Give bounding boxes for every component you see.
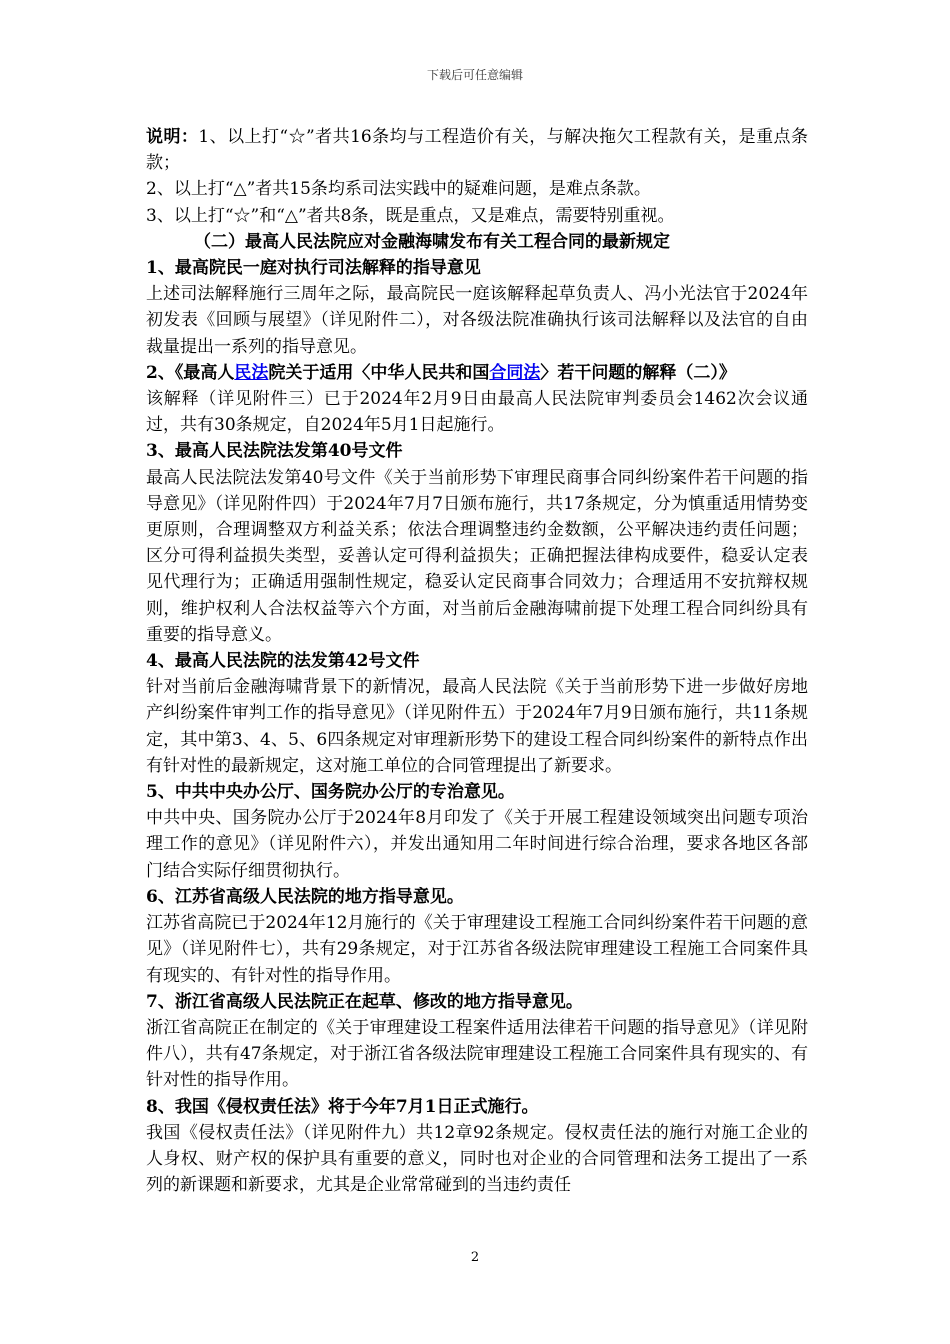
item-2-heading bbox=[146, 360, 808, 386]
page-number: 2 bbox=[470, 1250, 480, 1265]
item-5-heading: 5、中共中央办公厅、国务院办公厅的专治意见。 bbox=[146, 782, 515, 803]
item-6-body: 江苏省高院已于2024年12月施行的《关于审理建设工程施工合同纠纷案件若干问题的意见》（详见附件七），共有29条规定，对于江苏省各级法院审理建设工程施工合同案件具有现实的、有针对性的指导作用。 bbox=[146, 913, 808, 986]
item-2-heading-part-a: 2、《最高人 bbox=[146, 362, 235, 383]
item-4-heading: 4、最高人民法院的法发第42号文件 bbox=[146, 651, 420, 672]
item-6-heading: 6、江苏省高级人民法院的地方指导意见。 bbox=[146, 886, 464, 907]
item-7-heading: 7、浙江省高级人民法院正在起草、修改的地方指导意见。 bbox=[146, 991, 583, 1012]
note-line-3: 3、以上打“☆”和“△”者共8条，既是重点，又是难点，需要特别重视。 bbox=[146, 205, 675, 226]
item-5-body: 中共中央、国务院办公厅于2024年8月印发了《关于开展工程建设领域突出问题专项治理工作的意见》（详见附件六），并发出通知用二年时间进行综合治理，要求各地区各部门结合实际仔细贯彻执行。 bbox=[146, 808, 808, 881]
section-title: （二）最高人民法院应对金融海啸发布有关工程合同的最新规定 bbox=[194, 231, 670, 252]
document-body bbox=[146, 124, 808, 1198]
note-text-1: 1、以上打“☆”者共16条均与工程造价有关，与解决拖欠工程款有关，是重点条款； bbox=[146, 127, 809, 174]
note-line-1 bbox=[146, 124, 808, 176]
item-4-body: 针对当前后金融海啸背景下的新情况，最高人民法院《关于当前形势下进一步做好房地产纠纷案件审判工作的指导意见》（详见附件五）于2024年7月9日颁布施行，共11条规定，其中第3、4、5、6四条规定对审理新形势下的建设工程合同纠纷案件的新特点作出有针对性的最新规定，这对施工单位的合同管理提出了新要求。 bbox=[146, 677, 808, 776]
item-3-heading: 3、最高人民法院法发第40号文件 bbox=[146, 441, 403, 462]
item-2-heading-part-b: 院关于适用〈中华人民共和国 bbox=[268, 362, 490, 383]
item-2-body: 该解释（详见附件三）已于2024年2月9日由最高人民法院审判委员会1462次会议通过，共有30条规定，自2024年5月1日起施行。 bbox=[146, 389, 808, 436]
item-8-body: 我国《侵权责任法》（详见附件九）共12章92条规定。侵权责任法的施行对施工企业的人身权、财产权的保护具有重要的意义，同时也对企业的合同管理和法务工提出了一系列的新课题和新要求，尤其是企业常常碰到的当违约责任 bbox=[146, 1122, 808, 1196]
item-8-heading: 8、我国《侵权责任法》将于今年7月1日正式施行。 bbox=[146, 1096, 539, 1117]
link-minfa[interactable]: 民法 bbox=[234, 362, 269, 383]
link-hetongfa[interactable]: 合同法 bbox=[489, 362, 541, 383]
item-1-heading: 1、最高院民一庭对执行司法解释的指导意见 bbox=[146, 258, 481, 279]
page-header: 下载后可任意编辑 bbox=[426, 68, 523, 82]
item-1-body: 上述司法解释施行三周年之际，最高院民一庭该解释起草负责人、冯小光法官于2024年初发表《回顾与展望》（详见附件二），对各级法院准确执行该司法解释以及法官的自由裁量提出一系列的指导意见。 bbox=[146, 284, 808, 357]
item-7-body: 浙江省高院正在制定的《关于审理建设工程案件适用法律若干问题的指导意见》（详见附件八），共有47条规定，对于浙江省各级法院审理建设工程施工合同案件具有现实的、有针对性的指导作用。 bbox=[146, 1017, 808, 1091]
item-2-heading-part-c: 〉若干问题的解释（二）》 bbox=[540, 362, 736, 383]
note-label: 说明： bbox=[146, 127, 199, 147]
item-3-body: 最高人民法院法发第40号文件《关于当前形势下审理民商事合同纠纷案件若干问题的指导意见》（详见附件四）于2024年7月7日颁布施行，共17条规定，分为慎重适用情势变更原则，合理调整双方利益关系；依法合理调整违约金数额，公平解决违约责任问题；区分可得利益损失类型，妥善认定可得利益损失；正确把握法律构成要件，稳妥认定表见代理行为；正确适用强制性规定，稳妥认定民商事合同效力；合理适用不安抗辩权规则，维护权利人合法权益等六个方面，对当前后金融海啸前提下处理工程合同纠纷具有重要的指导意义。 bbox=[146, 467, 808, 645]
note-line-2: 2、以上打“△”者共15条均系司法实践中的疑难问题，是难点条款。 bbox=[146, 179, 651, 200]
